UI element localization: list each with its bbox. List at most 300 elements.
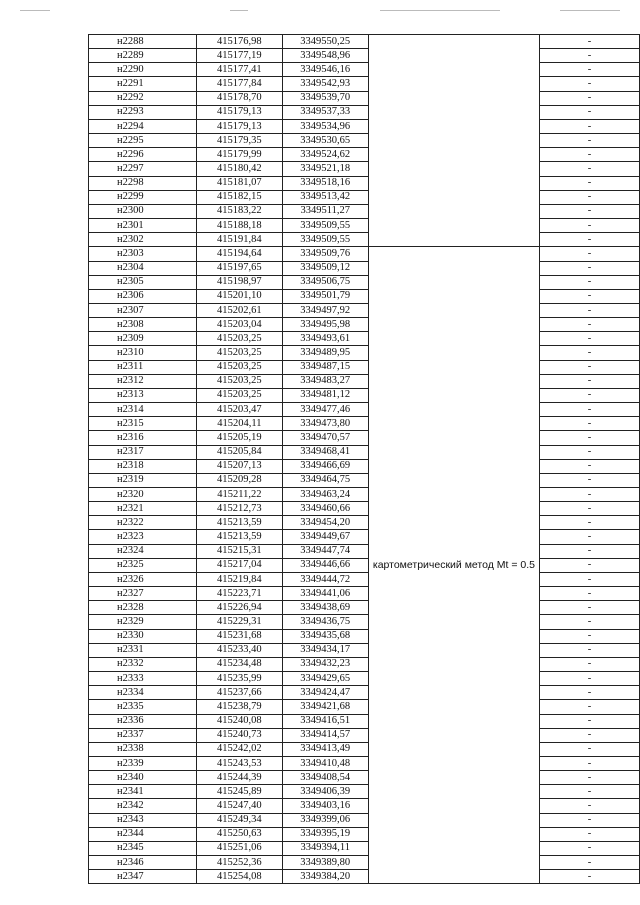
point-id-cell: н2329 [89, 615, 197, 629]
point-id-cell: н2293 [89, 105, 197, 119]
point-id-cell: н2315 [89, 417, 197, 431]
y-coordinate-cell: 3349464,75 [282, 473, 368, 487]
scan-artifact [230, 10, 248, 11]
x-coordinate-cell: 415176,98 [197, 35, 282, 49]
table-row [89, 190, 640, 204]
method-cell [368, 247, 539, 884]
accuracy-cell: - [539, 742, 639, 756]
table-row [89, 91, 640, 105]
y-coordinate-cell: 3349511,27 [282, 204, 368, 218]
y-coordinate-cell: 3349487,15 [282, 360, 368, 374]
table-row [89, 558, 640, 572]
y-coordinate-cell: 3349434,17 [282, 643, 368, 657]
x-coordinate-cell: 415229,31 [197, 615, 282, 629]
x-coordinate-cell: 415240,08 [197, 714, 282, 728]
point-id-cell: н2340 [89, 771, 197, 785]
table-row [89, 799, 640, 813]
y-coordinate-cell: 3349470,57 [282, 431, 368, 445]
accuracy-cell: - [539, 516, 639, 530]
accuracy-cell: - [539, 303, 639, 317]
accuracy-cell: - [539, 219, 639, 233]
table-row [89, 686, 640, 700]
y-coordinate-cell: 3349537,33 [282, 105, 368, 119]
accuracy-cell: - [539, 247, 639, 261]
y-coordinate-cell: 3349421,68 [282, 700, 368, 714]
accuracy-cell: - [539, 473, 639, 487]
x-coordinate-cell: 415235,99 [197, 672, 282, 686]
x-coordinate-cell: 415179,13 [197, 119, 282, 133]
x-coordinate-cell: 415203,47 [197, 403, 282, 417]
method-text: картометрический метод Mt = 0.5 [372, 559, 535, 572]
y-coordinate-cell: 3349530,65 [282, 134, 368, 148]
point-id-cell: н2335 [89, 700, 197, 714]
x-coordinate-cell: 415201,10 [197, 289, 282, 303]
accuracy-cell: - [539, 558, 639, 572]
point-id-cell: н2328 [89, 601, 197, 615]
accuracy-cell: - [539, 700, 639, 714]
y-coordinate-cell: 3349489,95 [282, 346, 368, 360]
x-coordinate-cell: 415177,41 [197, 63, 282, 77]
x-coordinate-cell: 415211,22 [197, 488, 282, 502]
table-row [89, 601, 640, 615]
point-id-cell: н2306 [89, 289, 197, 303]
table-row [89, 417, 640, 431]
y-coordinate-cell: 3349493,61 [282, 332, 368, 346]
scan-artifact [20, 10, 50, 11]
table-row [89, 615, 640, 629]
x-coordinate-cell: 415194,64 [197, 247, 282, 261]
y-coordinate-cell: 3349394,11 [282, 841, 368, 855]
y-coordinate-cell: 3349389,80 [282, 856, 368, 870]
y-coordinate-cell: 3349403,16 [282, 799, 368, 813]
y-coordinate-cell: 3349518,16 [282, 176, 368, 190]
x-coordinate-cell: 415202,61 [197, 303, 282, 317]
table-row [89, 657, 640, 671]
table-row [89, 360, 640, 374]
point-id-cell: н2297 [89, 162, 197, 176]
y-coordinate-cell: 3349454,20 [282, 516, 368, 530]
table-row [89, 544, 640, 558]
accuracy-cell: - [539, 119, 639, 133]
point-id-cell: н2339 [89, 756, 197, 770]
x-coordinate-cell: 415179,35 [197, 134, 282, 148]
table-row [89, 176, 640, 190]
accuracy-cell: - [539, 643, 639, 657]
table-row [89, 49, 640, 63]
point-id-cell: н2291 [89, 77, 197, 91]
table-row [89, 204, 640, 218]
table-row [89, 275, 640, 289]
accuracy-cell: - [539, 105, 639, 119]
point-id-cell: н2290 [89, 63, 197, 77]
y-coordinate-cell: 3349534,96 [282, 119, 368, 133]
x-coordinate-cell: 415209,28 [197, 473, 282, 487]
y-coordinate-cell: 3349466,69 [282, 459, 368, 473]
y-coordinate-cell: 3349481,12 [282, 388, 368, 402]
point-id-cell: н2298 [89, 176, 197, 190]
table-row [89, 119, 640, 133]
y-coordinate-cell: 3349497,92 [282, 303, 368, 317]
y-coordinate-cell: 3349447,74 [282, 544, 368, 558]
accuracy-cell: - [539, 346, 639, 360]
point-id-cell: н2301 [89, 219, 197, 233]
point-id-cell: н2337 [89, 728, 197, 742]
table-row [89, 856, 640, 870]
table-row [89, 63, 640, 77]
accuracy-cell: - [539, 544, 639, 558]
y-coordinate-cell: 3349399,06 [282, 813, 368, 827]
x-coordinate-cell: 415238,79 [197, 700, 282, 714]
x-coordinate-cell: 415204,11 [197, 417, 282, 431]
x-coordinate-cell: 415245,89 [197, 785, 282, 799]
accuracy-cell: - [539, 162, 639, 176]
y-coordinate-cell: 3349509,76 [282, 247, 368, 261]
table-row [89, 219, 640, 233]
x-coordinate-cell: 415243,53 [197, 756, 282, 770]
point-id-cell: н2338 [89, 742, 197, 756]
accuracy-cell: - [539, 204, 639, 218]
accuracy-cell: - [539, 445, 639, 459]
y-coordinate-cell: 3349550,25 [282, 35, 368, 49]
accuracy-cell: - [539, 148, 639, 162]
point-id-cell: н2314 [89, 403, 197, 417]
table-row [89, 35, 640, 49]
y-coordinate-cell: 3349410,48 [282, 756, 368, 770]
point-id-cell: н2309 [89, 332, 197, 346]
table-row [89, 77, 640, 91]
point-id-cell: н2318 [89, 459, 197, 473]
point-id-cell: н2347 [89, 870, 197, 884]
y-coordinate-cell: 3349509,55 [282, 219, 368, 233]
x-coordinate-cell: 415219,84 [197, 572, 282, 586]
x-coordinate-cell: 415250,63 [197, 827, 282, 841]
point-id-cell: н2327 [89, 587, 197, 601]
point-id-cell: н2305 [89, 275, 197, 289]
x-coordinate-cell: 415237,66 [197, 686, 282, 700]
table-row [89, 572, 640, 586]
table-row [89, 105, 640, 119]
table-row [89, 587, 640, 601]
table-row [89, 459, 640, 473]
accuracy-cell: - [539, 785, 639, 799]
table-row [89, 516, 640, 530]
table-row [89, 318, 640, 332]
table-row [89, 289, 640, 303]
x-coordinate-cell: 415207,13 [197, 459, 282, 473]
x-coordinate-cell: 415217,04 [197, 558, 282, 572]
point-id-cell: н2325 [89, 558, 197, 572]
point-id-cell: н2344 [89, 827, 197, 841]
table-row [89, 403, 640, 417]
y-coordinate-cell: 3349524,62 [282, 148, 368, 162]
accuracy-cell: - [539, 572, 639, 586]
x-coordinate-cell: 415205,84 [197, 445, 282, 459]
x-coordinate-cell: 415249,34 [197, 813, 282, 827]
method-cell [368, 35, 539, 247]
accuracy-cell: - [539, 134, 639, 148]
y-coordinate-cell: 3349513,42 [282, 190, 368, 204]
x-coordinate-cell: 415244,39 [197, 771, 282, 785]
accuracy-cell: - [539, 261, 639, 275]
accuracy-cell: - [539, 403, 639, 417]
x-coordinate-cell: 415212,73 [197, 502, 282, 516]
table-row [89, 431, 640, 445]
x-coordinate-cell: 415183,22 [197, 204, 282, 218]
x-coordinate-cell: 415251,06 [197, 841, 282, 855]
point-id-cell: н2320 [89, 488, 197, 502]
table-row [89, 303, 640, 317]
table-row [89, 813, 640, 827]
table-row [89, 473, 640, 487]
y-coordinate-cell: 3349468,41 [282, 445, 368, 459]
x-coordinate-cell: 415178,70 [197, 91, 282, 105]
table-row [89, 261, 640, 275]
x-coordinate-cell: 415203,25 [197, 346, 282, 360]
table-row [89, 742, 640, 756]
y-coordinate-cell: 3349449,67 [282, 530, 368, 544]
point-id-cell: н2333 [89, 672, 197, 686]
accuracy-cell: - [539, 275, 639, 289]
x-coordinate-cell: 415203,25 [197, 360, 282, 374]
table-row [89, 700, 640, 714]
point-id-cell: н2332 [89, 657, 197, 671]
y-coordinate-cell: 3349509,55 [282, 233, 368, 247]
point-id-cell: н2323 [89, 530, 197, 544]
x-coordinate-cell: 415188,18 [197, 219, 282, 233]
y-coordinate-cell: 3349408,54 [282, 771, 368, 785]
x-coordinate-cell: 415203,25 [197, 374, 282, 388]
accuracy-cell: - [539, 488, 639, 502]
x-coordinate-cell: 415252,36 [197, 856, 282, 870]
x-coordinate-cell: 415231,68 [197, 629, 282, 643]
accuracy-cell: - [539, 374, 639, 388]
point-id-cell: н2319 [89, 473, 197, 487]
x-coordinate-cell: 415197,65 [197, 261, 282, 275]
accuracy-cell: - [539, 714, 639, 728]
table-row [89, 771, 640, 785]
table-row [89, 629, 640, 643]
point-id-cell: н2303 [89, 247, 197, 261]
accuracy-cell: - [539, 35, 639, 49]
accuracy-cell: - [539, 615, 639, 629]
table-row [89, 714, 640, 728]
point-id-cell: н2308 [89, 318, 197, 332]
accuracy-cell: - [539, 601, 639, 615]
accuracy-cell: - [539, 360, 639, 374]
point-id-cell: н2342 [89, 799, 197, 813]
y-coordinate-cell: 3349546,16 [282, 63, 368, 77]
y-coordinate-cell: 3349414,57 [282, 728, 368, 742]
point-id-cell: н2294 [89, 119, 197, 133]
point-id-cell: н2346 [89, 856, 197, 870]
table-row [89, 756, 640, 770]
x-coordinate-cell: 415213,59 [197, 516, 282, 530]
point-id-cell: н2304 [89, 261, 197, 275]
y-coordinate-cell: 3349429,65 [282, 672, 368, 686]
x-coordinate-cell: 415177,84 [197, 77, 282, 91]
x-coordinate-cell: 415215,31 [197, 544, 282, 558]
point-id-cell: н2322 [89, 516, 197, 530]
y-coordinate-cell: 3349542,93 [282, 77, 368, 91]
x-coordinate-cell: 415203,25 [197, 388, 282, 402]
point-id-cell: н2330 [89, 629, 197, 643]
point-id-cell: н2292 [89, 91, 197, 105]
y-coordinate-cell: 3349436,75 [282, 615, 368, 629]
accuracy-cell: - [539, 629, 639, 643]
y-coordinate-cell: 3349463,24 [282, 488, 368, 502]
y-coordinate-cell: 3349432,23 [282, 657, 368, 671]
point-id-cell: н2317 [89, 445, 197, 459]
accuracy-cell: - [539, 587, 639, 601]
accuracy-cell: - [539, 799, 639, 813]
table-row [89, 488, 640, 502]
x-coordinate-cell: 415177,19 [197, 49, 282, 63]
accuracy-cell: - [539, 728, 639, 742]
x-coordinate-cell: 415181,07 [197, 176, 282, 190]
point-id-cell: н2324 [89, 544, 197, 558]
table-row [89, 728, 640, 742]
x-coordinate-cell: 415180,42 [197, 162, 282, 176]
accuracy-cell: - [539, 190, 639, 204]
y-coordinate-cell: 3349446,66 [282, 558, 368, 572]
accuracy-cell: - [539, 686, 639, 700]
accuracy-cell: - [539, 756, 639, 770]
accuracy-cell: - [539, 431, 639, 445]
y-coordinate-cell: 3349444,72 [282, 572, 368, 586]
x-coordinate-cell: 415247,40 [197, 799, 282, 813]
accuracy-cell: - [539, 771, 639, 785]
x-coordinate-cell: 415242,02 [197, 742, 282, 756]
y-coordinate-cell: 3349435,68 [282, 629, 368, 643]
y-coordinate-cell: 3349416,51 [282, 714, 368, 728]
accuracy-cell: - [539, 672, 639, 686]
y-coordinate-cell: 3349460,66 [282, 502, 368, 516]
y-coordinate-cell: 3349483,27 [282, 374, 368, 388]
table-row [89, 502, 640, 516]
y-coordinate-cell: 3349521,18 [282, 162, 368, 176]
y-coordinate-cell: 3349473,80 [282, 417, 368, 431]
y-coordinate-cell: 3349501,79 [282, 289, 368, 303]
coordinates-table-body [89, 35, 640, 884]
point-id-cell: н2288 [89, 35, 197, 49]
x-coordinate-cell: 415179,99 [197, 148, 282, 162]
accuracy-cell: - [539, 459, 639, 473]
point-id-cell: н2336 [89, 714, 197, 728]
point-id-cell: н2321 [89, 502, 197, 516]
accuracy-cell: - [539, 417, 639, 431]
accuracy-cell: - [539, 841, 639, 855]
x-coordinate-cell: 415179,13 [197, 105, 282, 119]
y-coordinate-cell: 3349509,12 [282, 261, 368, 275]
y-coordinate-cell: 3349438,69 [282, 601, 368, 615]
y-coordinate-cell: 3349495,98 [282, 318, 368, 332]
point-id-cell: н2289 [89, 49, 197, 63]
y-coordinate-cell: 3349477,46 [282, 403, 368, 417]
table-row [89, 388, 640, 402]
table-row [89, 785, 640, 799]
y-coordinate-cell: 3349506,75 [282, 275, 368, 289]
point-id-cell: н2343 [89, 813, 197, 827]
accuracy-cell: - [539, 176, 639, 190]
point-id-cell: н2311 [89, 360, 197, 374]
table-row [89, 332, 640, 346]
coordinates-table [88, 34, 640, 884]
accuracy-cell: - [539, 233, 639, 247]
table-row [89, 445, 640, 459]
y-coordinate-cell: 3349395,19 [282, 827, 368, 841]
y-coordinate-cell: 3349548,96 [282, 49, 368, 63]
accuracy-cell: - [539, 388, 639, 402]
point-id-cell: н2326 [89, 572, 197, 586]
accuracy-cell: - [539, 289, 639, 303]
x-coordinate-cell: 415182,15 [197, 190, 282, 204]
accuracy-cell: - [539, 318, 639, 332]
x-coordinate-cell: 415205,19 [197, 431, 282, 445]
x-coordinate-cell: 415198,97 [197, 275, 282, 289]
point-id-cell: н2313 [89, 388, 197, 402]
x-coordinate-cell: 415234,48 [197, 657, 282, 671]
x-coordinate-cell: 415226,94 [197, 601, 282, 615]
table-row [89, 148, 640, 162]
point-id-cell: н2300 [89, 204, 197, 218]
accuracy-cell: - [539, 827, 639, 841]
point-id-cell: н2316 [89, 431, 197, 445]
accuracy-cell: - [539, 49, 639, 63]
table-row [89, 870, 640, 884]
accuracy-cell: - [539, 530, 639, 544]
point-id-cell: н2334 [89, 686, 197, 700]
accuracy-cell: - [539, 91, 639, 105]
point-id-cell: н2310 [89, 346, 197, 360]
y-coordinate-cell: 3349441,06 [282, 587, 368, 601]
x-coordinate-cell: 415203,04 [197, 318, 282, 332]
y-coordinate-cell: 3349413,49 [282, 742, 368, 756]
y-coordinate-cell: 3349539,70 [282, 91, 368, 105]
point-id-cell: н2312 [89, 374, 197, 388]
x-coordinate-cell: 415240,73 [197, 728, 282, 742]
x-coordinate-cell: 415254,08 [197, 870, 282, 884]
accuracy-cell: - [539, 77, 639, 91]
accuracy-cell: - [539, 63, 639, 77]
point-id-cell: н2302 [89, 233, 197, 247]
table-row [89, 134, 640, 148]
accuracy-cell: - [539, 332, 639, 346]
point-id-cell: н2307 [89, 303, 197, 317]
table-row [89, 672, 640, 686]
point-id-cell: н2299 [89, 190, 197, 204]
x-coordinate-cell: 415213,59 [197, 530, 282, 544]
table-row [89, 346, 640, 360]
point-id-cell: н2295 [89, 134, 197, 148]
point-id-cell: н2341 [89, 785, 197, 799]
y-coordinate-cell: 3349424,47 [282, 686, 368, 700]
accuracy-cell: - [539, 813, 639, 827]
accuracy-cell: - [539, 657, 639, 671]
table-row [89, 374, 640, 388]
accuracy-cell: - [539, 870, 639, 884]
table-row [89, 530, 640, 544]
scan-artifact [560, 10, 620, 11]
y-coordinate-cell: 3349406,39 [282, 785, 368, 799]
table-row [89, 162, 640, 176]
accuracy-cell: - [539, 502, 639, 516]
y-coordinate-cell: 3349384,20 [282, 870, 368, 884]
point-id-cell: н2296 [89, 148, 197, 162]
table-row [89, 247, 640, 261]
x-coordinate-cell: 415203,25 [197, 332, 282, 346]
point-id-cell: н2345 [89, 841, 197, 855]
table-row [89, 643, 640, 657]
